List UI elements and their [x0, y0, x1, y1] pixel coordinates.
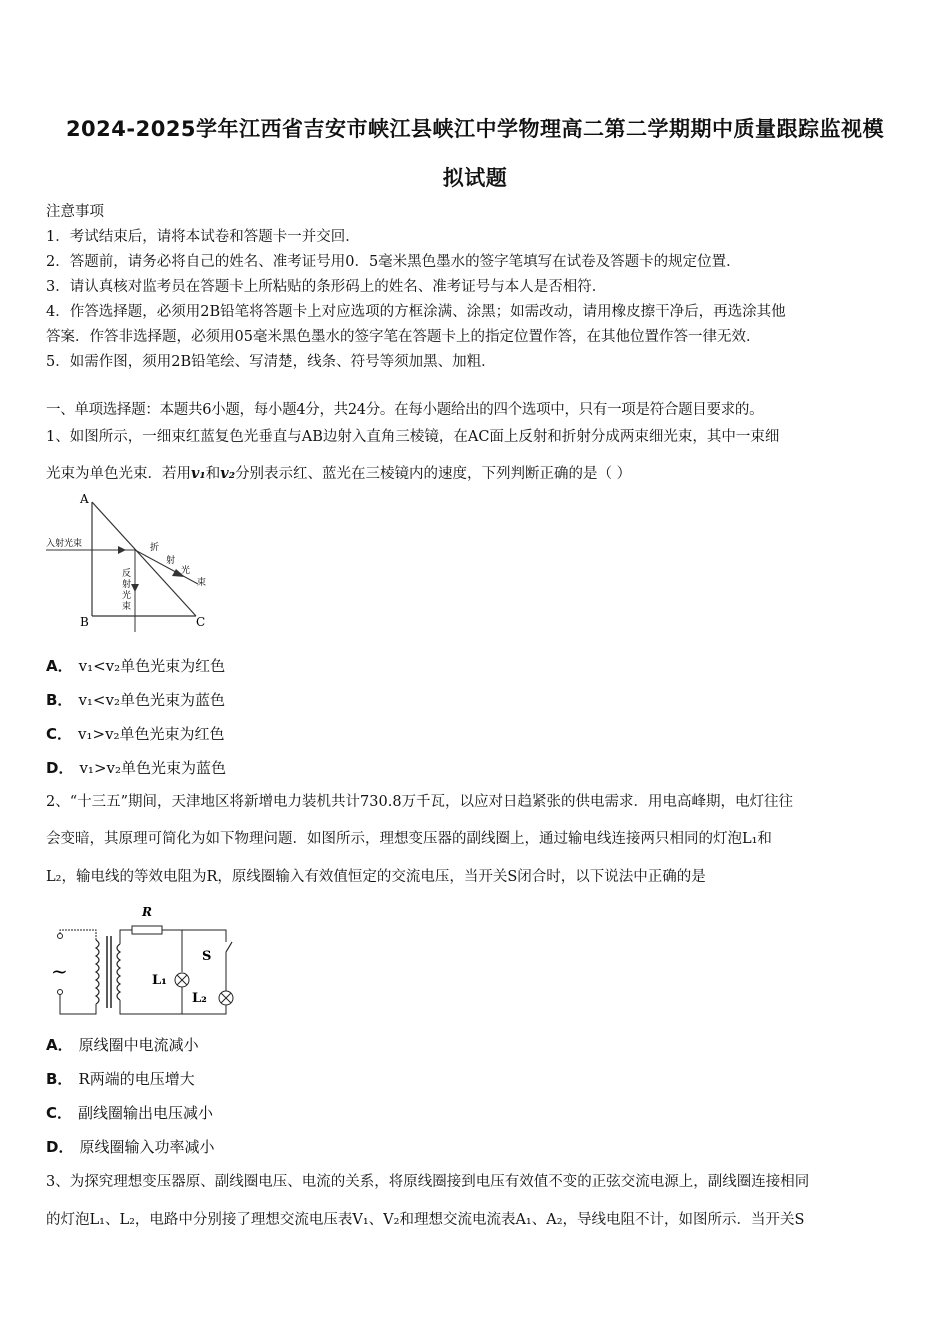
q2-option-a-text: 原线圈中电流减小 — [78, 1036, 199, 1054]
input-wire-top — [60, 930, 96, 940]
q3-stem-line2: 的灯泡L₁、L₂，电路中分别接了理想交流电压表V₁、V₂和理想交流电流表A₁、A₂，导线电阻不计，如图所示．当开关S — [46, 1212, 805, 1228]
notice-item-5: 5．如需作图，须用2B铅笔绘、写清楚，线条、符号等须加黑、加粗． — [46, 354, 496, 370]
q2-option-c-text: 副线圈输出电压减小 — [78, 1104, 214, 1122]
q1-option-b-label: B． — [46, 691, 73, 709]
reflect-label-1: 反 — [122, 569, 132, 579]
q1-v1: v₁ — [191, 465, 206, 482]
q1-stem-part-a: 光束为单色光束．若用 — [46, 466, 191, 482]
notice-heading: 注意事项 — [46, 204, 104, 220]
q1-option-d-label: D． — [46, 759, 74, 777]
q2-option-b — [46, 1069, 195, 1089]
incident-arrow-icon — [118, 546, 126, 554]
q1-option-b-text: v₁<v₂单色光束为蓝色 — [78, 691, 225, 709]
q1-option-a — [46, 656, 225, 676]
notice-item-1: 1．考试结束后，请将本试卷和答题卡一并交回． — [46, 229, 360, 245]
section-heading: 一、单项选择题：本题共6小题，每小题4分，共24分。在每小题给出的四个选项中，只有一项是符合题目要求的。 — [46, 402, 764, 418]
q1-option-a-label: A． — [46, 657, 73, 675]
input-terminal-top — [58, 934, 63, 939]
resistor-R — [132, 926, 162, 934]
vertex-A: A — [80, 492, 89, 506]
lamp-L1-label: L₁ — [152, 973, 167, 988]
incident-beam-label: 入射光束 — [46, 539, 83, 549]
refract-label-2: 射 — [166, 556, 176, 566]
refract-label-3: 光 — [181, 566, 191, 576]
q2-option-c-label: C． — [46, 1104, 73, 1122]
exam-title-line2: 拟试题 — [442, 166, 508, 190]
q2-option-a-label: A． — [46, 1036, 73, 1054]
output-wire-bottom — [120, 1000, 226, 1014]
switch-S-label: S — [202, 949, 212, 964]
exam-title-line1: 2024-2025学年江西省吉安市峡江县峡江中学物理高二第二学期期中质量跟踪监视模 — [65, 117, 885, 141]
secondary-coil — [117, 944, 120, 1000]
q2-option-a — [46, 1035, 199, 1055]
transformer-circuit-diagram — [46, 900, 236, 1025]
q2-stem-line3: L₂，输电线的等效电阻为R，原线圈输入有效值恒定的交流电压，当开关S闭合时，以下说法中正确的是 — [46, 869, 706, 885]
q2-option-d-label: D． — [46, 1138, 74, 1156]
switch-S — [226, 942, 232, 952]
q1-option-d-text: v₁>v₂单色光束为蓝色 — [79, 759, 226, 777]
q2-stem-line2: 会变暗，其原理可简化为如下物理问题．如图所示，理想变压器的副线圈上，通过输电线连接两只相同的灯泡L₁和 — [46, 831, 772, 847]
q2-option-d — [46, 1137, 214, 1157]
q2-option-b-text: R两端的电压增大 — [78, 1070, 195, 1088]
q3-stem-line1: 3、为探究理想变压器原、副线圈电压、电流的关系，将原线圈接到电压有效值不变的正弦交流电源上，副线圈连接相同 — [46, 1174, 810, 1190]
q2-option-b-label: B． — [46, 1070, 73, 1088]
notice-item-3: 3．请认真核对监考员在答题卡上所粘贴的条形码上的姓名、准考证号与本人是否相符． — [46, 279, 607, 295]
q1-option-d — [46, 758, 226, 778]
ac-source-symbol: ~ — [51, 959, 68, 983]
q1-option-b — [46, 690, 225, 710]
lamp-L2-label: L₂ — [192, 991, 207, 1006]
notice-item-4: 4．作答选择题，必须用2B铅笔将答题卡上对应选项的方框涂满、涂黑；如需改动，请用橡皮擦干净后，再选涂其他 — [46, 304, 786, 320]
q1-stem-part-c: 分别表示红、蓝光在三棱镜内的速度，下列判断正确的是（ ） — [235, 466, 632, 482]
reflect-label-3: 光 — [122, 591, 132, 601]
q1-stem-line2 — [46, 464, 910, 484]
reflect-label-2: 射 — [122, 580, 132, 590]
q2-option-c — [46, 1103, 213, 1123]
refract-label-4: 束 — [197, 578, 207, 588]
prism-edge-AC — [92, 502, 196, 616]
q1-option-a-text: v₁<v₂单色光束为红色 — [78, 657, 226, 675]
reflected-arrow-icon — [131, 584, 139, 592]
notice-item-4-cont: 答案．作答非选择题，必须用05毫米黑色墨水的签字笔在答题卡上的指定位置作答，在其他位置作答一律无效． — [46, 329, 761, 345]
resistor-R-label: R — [142, 905, 152, 919]
q1-stem-part-b: 和 — [205, 466, 221, 482]
reflect-label-4: 束 — [122, 602, 132, 612]
vertex-C: C — [196, 615, 206, 629]
q1-stem-line1: 1、如图所示，一细束红蓝复色光垂直与AB边射入直角三棱镜，在AC面上反射和折射分成两束细光束，其中一束细 — [46, 429, 780, 445]
primary-coil — [96, 940, 99, 1004]
input-terminal-bottom — [58, 990, 63, 995]
q2-stem-line1: 2、“十三五”期间，天津地区将新增电力装机共计730.8万千瓦，以应对日趋紧张的供电需求．用电高峰期，电灯往往 — [46, 794, 794, 810]
secondary-wire-top — [120, 930, 132, 944]
q2-option-d-text: 原线圈输入功率减小 — [79, 1138, 215, 1156]
notice-item-2: 2．答题前，请务必将自己的姓名、准考证号用0．5毫米黑色墨水的签字笔填写在试卷及答题卡的规定位置． — [46, 254, 741, 270]
prism-diagram — [40, 488, 220, 638]
output-wire-top — [162, 930, 226, 942]
q1-option-c-text: v₁>v₂单色光束为红色 — [78, 725, 225, 743]
q1-v2: v₂ — [220, 465, 236, 482]
vertex-B: B — [80, 615, 89, 629]
refract-label-1: 折 — [150, 543, 160, 553]
input-wire-bottom — [60, 994, 96, 1014]
q1-option-c-label: C． — [46, 725, 73, 743]
q1-option-c — [46, 724, 225, 744]
